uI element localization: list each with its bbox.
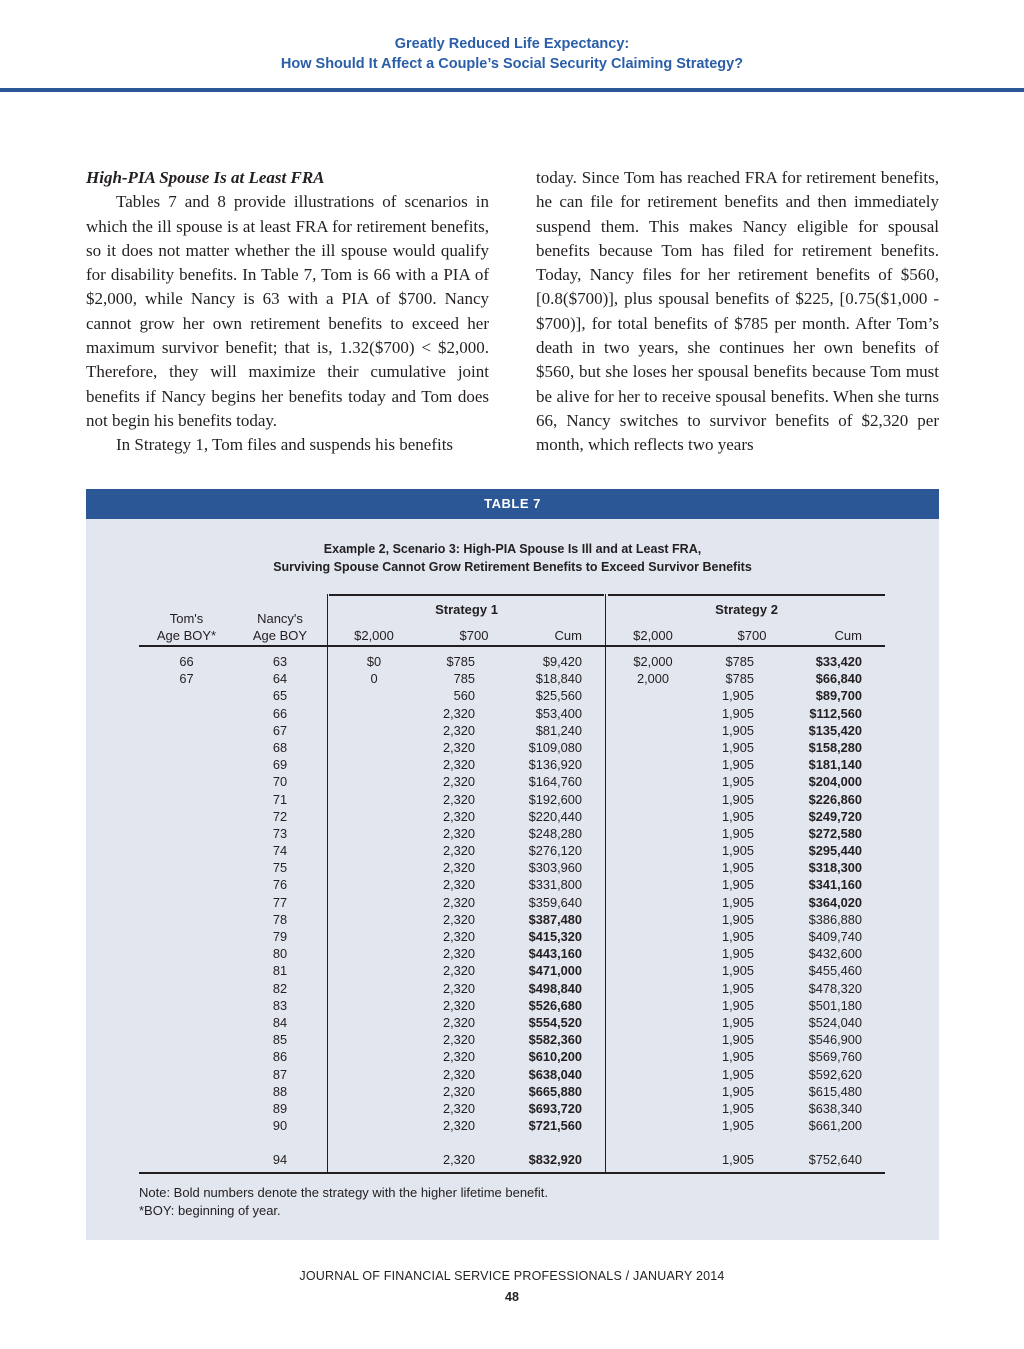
cell-s1-nancy: 785 [453, 671, 475, 687]
table-row [139, 1117, 885, 1134]
table-row [139, 962, 885, 979]
cell-s1-cum: $471,000 [528, 963, 582, 979]
header-tom-line2: Age BOY* [156, 628, 217, 643]
cell-s1-cum: $498,840 [528, 980, 582, 996]
cell-s2-nancy: 1,905 [721, 739, 754, 755]
cell-nancy-age: 64 [272, 671, 288, 687]
cell-s1-cum: $526,680 [528, 997, 582, 1013]
table-7-panel [86, 489, 939, 1240]
cell-s2-cum: $546,900 [808, 1032, 862, 1048]
header-strategy1: Strategy 1 [435, 602, 498, 617]
cell-nancy-age: 94 [272, 1152, 288, 1168]
cell-s1-cum: $9,420 [542, 654, 582, 669]
cell-s1-nancy: 2,320 [442, 1066, 475, 1082]
cell-s2-cum: $478,320 [808, 980, 862, 996]
table-row [139, 825, 885, 842]
cell-s2-nancy: 1,905 [721, 860, 754, 876]
journal-footer: JOURNAL OF FINANCIAL SERVICE PROFESSIONALS / JANUARY 2014 [299, 1269, 725, 1283]
header-s1-nancy: $700 [459, 628, 489, 643]
cell-nancy-age: 74 [272, 843, 288, 859]
table-row [139, 808, 885, 825]
cell-s2-nancy: 1,905 [721, 929, 754, 944]
table-row [139, 945, 885, 962]
cell-s2-nancy: 1,905 [721, 946, 754, 962]
cell-s1-nancy: 2,320 [442, 911, 475, 927]
cell-nancy-age: 65 [272, 688, 288, 704]
cell-s2-nancy: $785 [725, 654, 754, 669]
cell-s1-nancy: 2,320 [442, 722, 475, 738]
cell-nancy-age: 89 [272, 1100, 288, 1116]
cell-s1-nancy: 2,320 [442, 894, 475, 910]
cell-s2-nancy: 1,905 [721, 1118, 754, 1134]
table-row [139, 1031, 885, 1048]
cell-nancy-age: 69 [272, 757, 288, 773]
cell-s1-nancy: 2,320 [442, 1100, 475, 1116]
table-row [139, 756, 885, 773]
cell-s1-nancy: 2,320 [442, 877, 475, 893]
cell-nancy-age: 82 [272, 980, 288, 996]
cell-s2-nancy: 1,905 [721, 705, 754, 721]
cell-s1-nancy: 560 [453, 688, 475, 704]
cell-s2-nancy: 1,905 [721, 911, 754, 927]
cell-s2-cum: $66,840 [815, 671, 862, 687]
cell-nancy-age: 66 [272, 705, 288, 721]
cell-s2-cum: $272,580 [808, 825, 862, 841]
right-paragraph-1: today. Since Tom has reached FRA for retirement benefits, he can file for retirement benefits and then immediately suspend them. This makes Nancy eligible for spousal benefits because Tom has filed for retirement benefits. Today, Nancy files for her retirement benefits of $560, [0.8($700)], plus spousal benefits of $225, [0.75($1,000 - $700)], for total benefits of $785 per month. After Tom’s death in two years, she continues her own benefits of $560, but she loses her spousal benefits because Tom must be alive for her to receive spousal benefits. When she turns 66, Nancy switches to survivor benefits of $2,320 per month, which reflects two years [536, 168, 939, 455]
table-title-line2: Surviving Spouse Cannot Grow Retirement Benefits to Exceed Survivor Benefits [273, 559, 752, 574]
cell-s2-nancy: 1,905 [721, 980, 754, 996]
table-row [139, 1066, 885, 1083]
cell-s1-cum: $554,520 [528, 1014, 582, 1030]
cell-nancy-age: 87 [272, 1066, 288, 1082]
table-row [139, 1014, 885, 1031]
cell-s2-cum: $386,880 [808, 911, 862, 927]
table-row [139, 1083, 885, 1100]
cell-s2-nancy: 1,905 [721, 1049, 754, 1065]
cell-s2-nancy: 1,905 [721, 963, 754, 979]
cell-s2-nancy: 1,905 [721, 722, 754, 738]
table-row [139, 928, 885, 945]
table-row [139, 997, 885, 1014]
cell-s1-tom: $0 [366, 654, 382, 669]
table-row [139, 1151, 885, 1168]
header-tom-line1: Tom's [169, 611, 204, 626]
cell-s1-cum: $303,960 [528, 860, 582, 876]
cell-s1-cum: $53,400 [535, 705, 582, 721]
note-line2: *BOY: beginning of year. [139, 1202, 281, 1218]
cell-s2-cum: $524,040 [808, 1014, 862, 1030]
table-row [139, 653, 885, 670]
cell-nancy-age: 80 [272, 946, 288, 962]
cell-s1-cum: $248,280 [528, 825, 582, 841]
cell-nancy-age: 81 [272, 963, 288, 979]
cell-s1-cum: $25,560 [535, 688, 582, 704]
table-row [139, 894, 885, 911]
cell-s2-cum: $135,420 [808, 722, 862, 738]
cell-s2-nancy: 1,905 [721, 843, 754, 859]
left-paragraph-1: Tables 7 and 8 provide illustrations of scenarios in which the ill spouse is at least FRA for retirement benefits, so it does not matter whether the ill spouse would qualify for disability benefits. In Table 7, Tom is 66 with a PIA of $2,000, while Nancy is 63 with a PIA of $700. Nancy cannot grow her own retirement benefits to exceed her maximum survivor benefit; that is, 1.32($700) < $2,000. Therefore, they will maximize their cumulative joint benefits if Nancy begins her benefits today and Tom does not begin his benefits today. [86, 192, 489, 430]
cell-s2-nancy: 1,905 [721, 808, 754, 824]
table-row [139, 859, 885, 876]
cell-s2-cum: $752,640 [808, 1152, 862, 1168]
cell-s1-nancy: 2,320 [442, 825, 475, 841]
cell-nancy-age: 76 [272, 877, 288, 893]
cell-s1-nancy: 2,320 [442, 843, 475, 859]
table-row [139, 1048, 885, 1065]
table-title [86, 541, 939, 576]
cell-s2-nancy: 1,905 [721, 1032, 754, 1048]
cell-s1-nancy: 2,320 [442, 757, 475, 773]
table-row [139, 687, 885, 704]
cell-s1-nancy: 2,320 [442, 1032, 475, 1048]
cell-s2-cum: $318,300 [808, 860, 862, 876]
cell-s1-nancy: 2,320 [442, 1014, 475, 1030]
table-title-line1: Example 2, Scenario 3: High-PIA Spouse Is Ill and at Least FRA, [323, 542, 702, 556]
cell-s2-cum: $158,280 [808, 739, 862, 755]
note-line1: Note: Bold numbers denote the strategy with the higher lifetime benefit. [139, 1185, 549, 1200]
cell-s1-nancy: 2,320 [442, 929, 475, 944]
cell-s1-nancy: 2,320 [442, 1049, 475, 1065]
cell-tom-age: 66 [179, 654, 194, 669]
cell-s2-cum: $455,460 [808, 963, 862, 979]
cell-s2-cum: $409,740 [808, 929, 862, 944]
cell-s2-cum: $501,180 [808, 997, 862, 1013]
cell-s1-nancy: 2,320 [442, 739, 475, 755]
header-rule [0, 88, 1024, 92]
cell-s2-cum: $661,200 [808, 1118, 862, 1134]
table-row [139, 842, 885, 859]
cell-s1-nancy: 2,320 [442, 946, 475, 962]
cell-s1-nancy: 2,320 [442, 997, 475, 1013]
cell-s1-cum: $81,240 [535, 722, 582, 738]
cell-s2-cum: $89,700 [815, 688, 862, 704]
cell-s1-nancy: 2,320 [442, 980, 475, 996]
cell-s1-cum: $276,120 [528, 843, 582, 859]
cell-s1-cum: $665,880 [528, 1083, 582, 1099]
cell-s1-nancy: 2,320 [442, 1118, 475, 1134]
header-nancy-line1: Nancy's [257, 611, 303, 626]
header-s1-tom: $2,000 [354, 628, 394, 643]
cell-s2-cum: $569,760 [808, 1049, 862, 1065]
page-number: 48 [505, 1290, 519, 1304]
cell-nancy-age: 88 [272, 1083, 288, 1099]
cell-s1-cum: $693,720 [528, 1100, 582, 1116]
cell-nancy-age: 67 [272, 722, 288, 738]
cell-s2-nancy: 1,905 [721, 774, 754, 790]
cell-s1-cum: $164,760 [528, 774, 582, 790]
cell-s2-nancy: 1,905 [721, 688, 754, 704]
cell-s2-cum: $638,340 [808, 1100, 862, 1116]
cell-s1-cum: $331,800 [528, 877, 582, 893]
cell-s2-nancy: 1,905 [721, 894, 754, 910]
table-row [139, 1100, 885, 1117]
cell-s1-nancy: 2,320 [442, 774, 475, 790]
cell-s2-cum: $181,140 [808, 757, 862, 773]
cell-s2-cum: $364,020 [808, 894, 862, 910]
cell-s2-cum: $432,600 [808, 946, 862, 962]
cell-s1-nancy: 2,320 [442, 963, 475, 979]
left-column [86, 166, 489, 458]
table-row [139, 773, 885, 790]
cell-nancy-age: 79 [272, 929, 288, 944]
cell-s2-nancy: $785 [725, 671, 754, 687]
cell-s1-cum: $582,360 [528, 1032, 582, 1048]
cell-nancy-age: 85 [272, 1032, 288, 1048]
header-nancy-line2: Age BOY [252, 628, 308, 643]
table-row [139, 876, 885, 893]
cell-s1-nancy: 2,320 [442, 705, 475, 721]
header-strategy2: Strategy 2 [715, 602, 778, 617]
cell-nancy-age: 72 [272, 808, 288, 824]
cell-s1-nancy: 2,320 [442, 808, 475, 824]
table-bottom-rule [139, 1172, 885, 1174]
cell-s1-nancy: 2,320 [442, 860, 475, 876]
header-tom-age [139, 610, 234, 644]
cell-s1-cum: $136,920 [528, 757, 582, 773]
header-s2-cum: Cum [834, 628, 862, 643]
table-body [139, 653, 885, 1169]
cell-s2-cum: $341,160 [808, 877, 862, 893]
cell-s1-nancy: $785 [446, 654, 475, 669]
cell-s1-cum: $109,080 [528, 739, 582, 755]
cell-s2-tom: $2,000 [633, 654, 673, 669]
table-row [139, 705, 885, 722]
table-row [139, 670, 885, 687]
table-row [139, 722, 885, 739]
cell-s2-nancy: 1,905 [721, 757, 754, 773]
cell-tom-age: 67 [179, 671, 194, 687]
cell-s1-nancy: 2,320 [442, 1083, 475, 1099]
cell-nancy-age: 75 [272, 860, 288, 876]
cell-nancy-age: 77 [272, 894, 288, 910]
cell-nancy-age: 84 [272, 1014, 288, 1030]
cell-s1-nancy: 2,320 [442, 1152, 475, 1168]
header-s1-cum: Cum [554, 628, 582, 643]
cell-s1-cum: $18,840 [535, 671, 582, 687]
cell-nancy-age: 78 [272, 911, 288, 927]
cell-s2-cum: $249,720 [808, 808, 862, 824]
cell-s2-nancy: 1,905 [721, 1083, 754, 1099]
cell-s1-cum: $721,560 [528, 1118, 582, 1134]
cell-s2-cum: $112,560 [809, 705, 862, 721]
cell-s1-cum: $359,640 [528, 894, 582, 910]
cell-s2-nancy: 1,905 [721, 791, 754, 807]
running-head [0, 34, 1024, 74]
cell-s2-cum: $204,000 [808, 774, 862, 790]
cell-nancy-age: 68 [272, 739, 288, 755]
cell-s2-nancy: 1,905 [721, 1066, 754, 1082]
running-head-line2: How Should It Affect a Couple’s Social Security Claiming Strategy? [280, 56, 744, 72]
cell-s2-nancy: 1,905 [721, 825, 754, 841]
header-bottom-rule [139, 645, 885, 647]
cell-s2-nancy: 1,905 [721, 1014, 754, 1030]
cell-s1-cum: $638,040 [528, 1066, 582, 1082]
table-note [139, 1184, 839, 1219]
cell-nancy-age: 70 [272, 774, 288, 790]
cell-nancy-age: 73 [272, 825, 288, 841]
cell-nancy-age: 71 [272, 791, 288, 807]
right-column [536, 166, 939, 458]
top-rule-strategy1 [329, 594, 604, 596]
top-rule-strategy2 [608, 594, 885, 596]
cell-s2-cum: $295,440 [808, 843, 862, 859]
cell-s2-cum: $592,620 [808, 1066, 862, 1082]
cell-nancy-age: 90 [272, 1118, 288, 1134]
cell-s1-cum: $415,320 [528, 929, 582, 944]
cell-s1-cum: $387,480 [528, 911, 582, 927]
table-label: TABLE 7 [86, 489, 939, 519]
cell-s2-nancy: 1,905 [721, 877, 754, 893]
cell-s2-nancy: 1,905 [721, 1100, 754, 1116]
cell-s2-nancy: 1,905 [721, 1152, 754, 1168]
header-s2-nancy: $700 [737, 628, 767, 643]
cell-s1-cum: $192,600 [528, 791, 582, 807]
cell-s1-cum: $443,160 [528, 946, 582, 962]
cell-nancy-age: 83 [272, 997, 288, 1013]
cell-s1-tom: 0 [370, 671, 378, 687]
cell-s1-cum: $220,440 [528, 808, 582, 824]
cell-nancy-age: 86 [272, 1049, 288, 1065]
table-row [139, 980, 885, 997]
cell-nancy-age: 63 [272, 654, 288, 669]
table-row [139, 911, 885, 928]
table-row [139, 791, 885, 808]
cell-s2-nancy: 1,905 [721, 997, 754, 1013]
header-s2-tom: $2,000 [633, 628, 673, 643]
cell-s1-cum: $832,920 [528, 1152, 582, 1168]
cell-s2-cum: $226,860 [808, 791, 862, 807]
cell-s1-nancy: 2,320 [442, 791, 475, 807]
cell-s2-cum: $615,480 [808, 1083, 862, 1099]
cell-s1-cum: $610,200 [528, 1049, 582, 1065]
running-head-line1: Greatly Reduced Life Expectancy: [394, 36, 630, 52]
section-heading: High-PIA Spouse Is at Least FRA [86, 168, 325, 187]
cell-s2-cum: $33,420 [815, 654, 862, 669]
table-row [139, 739, 885, 756]
header-nancy-age [234, 610, 326, 644]
left-paragraph-2: In Strategy 1, Tom files and suspends his benefits [116, 435, 454, 455]
cell-s2-tom: 2,000 [636, 671, 670, 687]
